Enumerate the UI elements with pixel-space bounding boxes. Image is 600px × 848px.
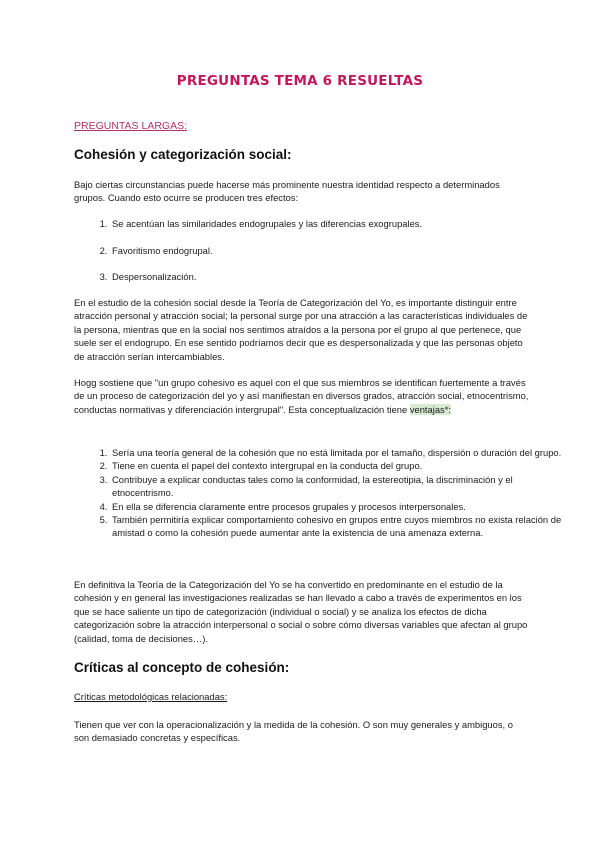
list-item: 3. Contribuye a explicar conductas tales como la conformidad, la estereotipia, la discriminación y el etnocentrismo. <box>110 473 566 500</box>
section-link-preguntas-largas[interactable]: PREGUNTAS LARGAS: <box>74 120 187 132</box>
paragraph-atraccion: En el estudio de la cohesión social desde la Teoría de Categorización del Yo, es importante distinguir entre atracción personal y atracción social; la personal surge por una atracción a las características individuales de la persona, mientras que en la social nos sentimos atraídos a la persona por el grupo al que pertenece, que suele ser el endogrupo. En ese sentido podríamos decir que es despersonalizada y que las personas objeto de atracción serían intercambiables. <box>74 297 528 362</box>
list-item: 2. Tiene en cuenta el papel del contexto intergrupal en la conducta del grupo. <box>110 459 566 472</box>
paragraph-criticas: Tienen que ver con la operacionalización y la medida de la cohesión. O son muy generales y ambiguos, o son demasiado concretas y específicas. <box>74 719 513 744</box>
document-title: PREGUNTAS TEMA 6 RESUELTAS <box>176 73 424 89</box>
paragraph-conclusion: En definitiva la Teoría de la Categorización del Yo se ha convertido en predominante en el estudio de la cohesión y en general las investigaciones realizadas se han llevado a cabo a través de experimentos en los que se hace saliente un tipo de categorización (individual o social) y se analiza los efectos de dicha categorización sobre la atracción interpersonal o social o sobre cómo diversas variables que afectan al grupo (calidad, toma de decisiones…). <box>74 579 528 644</box>
subheading-criticas-metodologicas: Críticas metodológicas relacionadas: <box>74 691 228 702</box>
list-item: 4. En ella se diferencia claramente entre procesos grupales y procesos interpersonales. <box>110 500 566 513</box>
heading-criticas: Críticas al concepto de cohesión: <box>74 660 290 675</box>
hogg-text: Hogg sostiene que "un grupo cohesivo es aquel con el que sus miembros se identifican fuertemente a través de un proceso de categorización del yo y así manifiestan en diversos grados, atracción social, etnocentrismo, conductas normativas y diferenciación intergrupal". Esta conceptualización tiene <box>74 377 529 415</box>
list-item: 5. También permitiría explicar comportamiento cohesivo en grupos entre cuyos miembros no exista relación de amistad o como la cohesión puede aumentar ante la existencia de una amenaza externa. <box>110 513 566 540</box>
effects-list <box>74 217 566 297</box>
list-item: 3. Despersonalización. <box>110 270 566 283</box>
advantages-list <box>74 446 566 540</box>
highlighted-ventajas: ventajas*: <box>409 403 451 415</box>
list-item: 1. Se acentúan las similaridades endogrupales y las diferencias exogrupales. <box>110 217 566 230</box>
paragraph-hogg <box>74 376 530 416</box>
heading-cohesion-categorizacion: Cohesión y categorización social: <box>74 147 292 162</box>
intro-paragraph: Bajo ciertas circunstancias puede hacerse más prominente nuestra identidad respecto a determinados grupos. Cuando esto ocurre se producen tres efectos: <box>74 179 500 204</box>
list-item: 2. Favoritismo endogrupal. <box>110 244 566 257</box>
list-item: 1. Sería una teoría general de la cohesión que no está limitada por el tamaño, dispersión o duración del grupo. <box>110 446 566 459</box>
